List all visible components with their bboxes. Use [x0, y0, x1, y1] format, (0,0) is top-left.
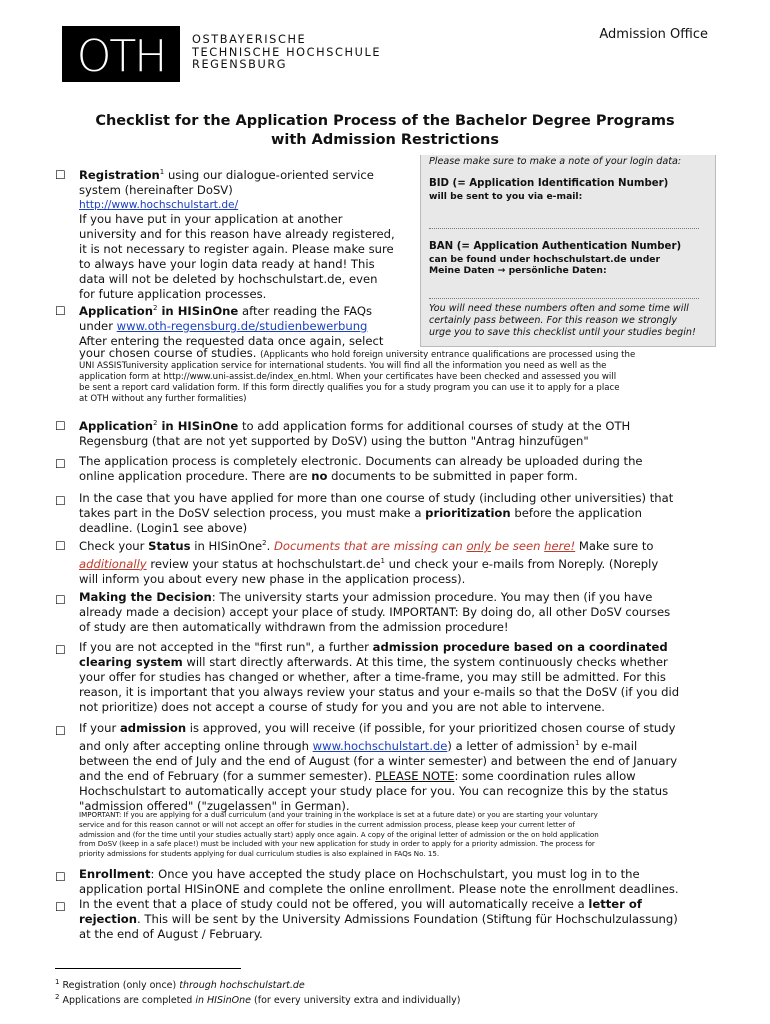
login-note-3: urge you to save this checklist until your studies begin!	[429, 327, 696, 338]
registration-para-6: for future application processes.	[79, 286, 267, 301]
hochschulstart-link-2[interactable]: www.hochschulstart.de	[312, 738, 448, 753]
application1-note-2: application form at http://www.uni-assist.de/index_en.html. When your certificates have been checked and assessed you will	[79, 372, 617, 382]
footnote-ref-2c: 2	[262, 539, 267, 547]
application2-text-2: Regensburg (that are not yet supported by DoSV) using the button "Antrag hinzufügen"	[79, 433, 589, 448]
status-text-f: review your status at hochschulstart.de	[146, 556, 381, 571]
ban-subtitle-2: Meine Daten → persönliche Daten:	[429, 265, 607, 276]
title-line-1: Checklist for the Application Process of the Bachelor Degree Programs	[95, 113, 675, 129]
registration-para-5: data will not be deleted by hochschulstart.de, even	[79, 271, 378, 286]
clearing-text-4: reason, it is important that you always review your status and your e-mails so that the DoSV (if you did	[79, 685, 680, 699]
institution-name	[192, 34, 381, 72]
checkbox-rejection[interactable]: ☐	[55, 900, 66, 914]
status-label: Status	[148, 538, 191, 553]
application1-text-4b: (Applicants who hold foreign university entrance qualifications are processed using the	[260, 350, 636, 360]
oth-application-link[interactable]: www.oth-regensburg.de/studienbewerbung	[116, 318, 368, 333]
admission-please-note: PLEASE NOTE	[375, 768, 455, 783]
office-label: Admission Office	[599, 27, 708, 42]
status-red-2: only	[466, 538, 491, 553]
admission-text-f: by e-mail	[579, 738, 638, 753]
application1-notes	[79, 361, 719, 405]
admission-text-6: "admission offered" ("zugelassen" in German).	[79, 798, 350, 813]
admission-note-5: priority admissions for students applying for dual curriculum studies is also explained in FAQs No. 15.	[79, 849, 440, 859]
rejection-text-3: at the end of August / February.	[79, 927, 263, 941]
prioritization-text-2c: before the application	[510, 506, 643, 520]
institution-line-1: OSTBAYERISCHE	[192, 33, 307, 46]
application2-text-1: to add application forms for additional courses of study at the OTH	[238, 418, 631, 433]
login-note-2: certainly pass between. For this reason we strongly	[429, 315, 678, 326]
item-application-1	[79, 301, 419, 349]
application1-text-1: after reading the FAQs	[238, 303, 373, 318]
decision-text-2: already made a decision) accept your place of study. IMPORTANT: By doing do, all other DoSV courses	[79, 605, 671, 619]
item-prioritization	[79, 491, 719, 536]
ban-title: BAN (= Application Authentication Number)	[429, 241, 682, 252]
application2-label: Application	[79, 418, 153, 433]
checkbox-application-2[interactable]: ☐	[55, 419, 66, 433]
footnote-1-text-a: Registration (only once)	[59, 980, 180, 992]
status-red-1: Documents that are missing can	[274, 538, 467, 553]
decision-label: Making the Decision	[79, 590, 212, 604]
checkbox-status[interactable]: ☐	[55, 539, 66, 553]
footnote-2	[55, 991, 460, 1007]
institution-line-3: REGENSBURG	[192, 58, 288, 72]
footnote-ref-2: 2	[152, 304, 158, 312]
login-box-intro: Please make sure to make a note of your login data:	[429, 156, 682, 167]
footnote-2-text-b: in HISinOne	[195, 995, 252, 1007]
footnote-rule	[55, 968, 241, 969]
footnote-1-mark: 1	[55, 978, 60, 986]
footnote-2-mark: 2	[55, 993, 60, 1001]
registration-para-4: to always have your login data ready at hand! This	[79, 256, 375, 271]
login-note-1: You will need these numbers often and some time will	[429, 303, 689, 314]
rejection-text-d: . This will be sent by the University Admissions Foundation (Stiftung für Hochschulzulassung)	[137, 912, 678, 926]
footnote-2-text-a: Applications are completed	[59, 995, 196, 1007]
checkbox-enrollment[interactable]: ☐	[55, 870, 66, 884]
admission-text-c: is approved, you will receive (if possible, for your prioritized chosen course of study	[186, 721, 676, 735]
bid-title: BID (= Application Identification Number)	[429, 178, 669, 189]
status-text-a: Check your	[79, 538, 149, 553]
admission-text-e: ) a letter of admission	[447, 738, 575, 753]
item-registration	[79, 165, 409, 302]
admission-text-4a: and the end of February (for a summer semester).	[79, 768, 376, 783]
application1-line-4	[79, 346, 719, 361]
item-rejection	[79, 897, 719, 942]
login-data-box	[420, 155, 716, 347]
electronic-text-1: The application process is completely electronic. Documents can already be uploaded during the	[79, 454, 643, 468]
item-clearing	[79, 640, 719, 715]
registration-label: Registration	[79, 167, 160, 182]
logo-lettering: OTH	[76, 31, 166, 77]
ban-write-line	[429, 298, 699, 299]
prioritization-text-1: In the case that you have applied for more than one course of study (including other universities) that	[79, 491, 674, 505]
registration-text-2: system (hereinafter DoSV)	[79, 182, 233, 197]
checkbox-prioritization[interactable]: ☐	[55, 494, 66, 508]
item-decision	[79, 590, 719, 635]
status-red-5: additionally	[79, 556, 147, 571]
status-text-c: in HISinOne	[190, 538, 263, 553]
enrollment-text-1: : Once you have accepted the study place on Hochschulstart, you must log in to the	[150, 867, 640, 881]
institution-line-2: TECHNISCHE HOCHSCHULE	[192, 45, 382, 59]
footnote-2-text-c: (for every university extra and individually)	[251, 995, 461, 1007]
enrollment-label: Enrollment	[79, 867, 151, 881]
hochschulstart-link[interactable]: http://www.hochschulstart.de/	[79, 198, 239, 211]
checkbox-application-1[interactable]: ☐	[55, 304, 66, 318]
application2-label-2: in HISinOne	[157, 418, 239, 433]
status-text-g: und check your e-mails from Noreply. (Noreply	[384, 556, 659, 571]
application1-note-1: UNI ASSISTuniversity application service for international students. You will find all the information you need as well as the	[79, 361, 607, 371]
admission-text-3: between the end of July and the end of August (for a winter semester) and between the end of January	[79, 753, 678, 768]
admission-text-4c: : some coordination rules allow	[454, 768, 636, 783]
item-status	[79, 536, 719, 587]
item-application-2	[79, 416, 719, 449]
application1-text-4a: your chosen course of studies.	[79, 346, 261, 360]
prioritization-text-2b: prioritization	[425, 506, 511, 520]
checkbox-decision[interactable]: ☐	[55, 593, 66, 607]
footnote-ref-1b: 1	[380, 556, 385, 565]
checkbox-clearing[interactable]: ☐	[55, 643, 66, 657]
status-red-4: here!	[544, 538, 576, 553]
oth-logo-mark	[66, 31, 176, 77]
admission-text-5: Hochschulstart to automatically accept your study place for you. You can recognize this by the status	[79, 783, 669, 798]
admission-label: admission	[119, 721, 187, 735]
footnote-1	[55, 976, 305, 992]
item-enrollment	[79, 867, 719, 897]
status-text-d: .	[266, 538, 274, 553]
item-admission	[79, 721, 719, 814]
decision-text-3: of study are then automatically withdrawn from the admission procedure!	[79, 620, 509, 634]
admission-important-note	[79, 810, 719, 859]
registration-para-2: university and for this reason have already registered,	[79, 226, 395, 241]
admission-note-3: admission and (for the time until your studies actually start) apply once again. A copy of the original letter of admission or the on hold application	[79, 829, 599, 839]
registration-para-3: it is not necessary to register again. Please make sure	[79, 241, 394, 256]
checkbox-admission[interactable]: ☐	[55, 724, 66, 738]
page-title	[0, 112, 770, 150]
admission-note-2: service and for this reason cannot or will not accept an offer for studies in the current admission process, please keep your current letter of	[79, 819, 575, 829]
rejection-text-a: In the event that a place of study could not be offered, you will automatically receive a	[79, 897, 589, 911]
application1-label: Application	[79, 303, 153, 318]
admission-text-a: If your	[79, 721, 120, 735]
rejection-label-2: rejection	[79, 912, 138, 926]
footnote-ref-2b: 2	[152, 419, 158, 427]
status-text-e: Make sure to	[575, 538, 654, 553]
application1-note-4: at OTH without any further formalities)	[79, 394, 247, 404]
application1-note-3: be sent a report card validation form. If this form directly qualifies you for a study program you can use it to apply for a place	[79, 383, 620, 393]
title-line-2: with Admission Restrictions	[270, 132, 499, 148]
electronic-text-2c: documents to be submitted in paper form.	[327, 469, 578, 483]
checkbox-electronic[interactable]: ☐	[55, 457, 66, 471]
clearing-label-2: clearing system	[79, 655, 183, 669]
item-electronic	[79, 454, 719, 484]
electronic-text-2a: online application procedure. There are	[79, 469, 312, 483]
prioritization-text-2a: takes part in the DoSV selection process, you must make a	[79, 506, 426, 520]
clearing-text-5: not prioritize) does not accept a course of study for you and you are not able to intervene.	[79, 700, 605, 714]
checkbox-registration[interactable]: ☐	[55, 168, 66, 182]
clearing-text-d: will start directly afterwards. At this time, the system continuously checks whether	[182, 655, 668, 669]
prioritization-text-3: deadline. (Login1 see above)	[79, 521, 248, 535]
status-text-3: will inform you about every new phase in the application process).	[79, 571, 466, 586]
application1-under: under	[79, 318, 117, 333]
application1-label-2: in HISinOne	[157, 303, 239, 318]
footnote-ref-1c: 1	[575, 739, 580, 747]
rejection-label-1: letter of	[588, 897, 642, 911]
footnote-1-text-b: through hochschulstart.de	[179, 980, 305, 992]
registration-para-1: If you have put in your application at another	[79, 211, 343, 226]
footnote-ref-1: 1	[159, 168, 165, 176]
enrollment-text-2: application portal HISinONE and complete the online enrollment. Please note the enrollment deadlines.	[79, 882, 679, 896]
clearing-text-3: your offer for studies has changed or whether, after a time-frame, you may still be admitted. For this	[79, 670, 666, 684]
clearing-text-a: If you are not accepted in the "first run", a further	[79, 640, 373, 654]
registration-text-1: using our dialogue-oriented service	[164, 167, 374, 182]
application1-text-3: After entering the requested data once again, select	[79, 333, 384, 348]
clearing-label-1: admission procedure based on a coordinated	[372, 640, 668, 654]
electronic-text-2b: no	[311, 469, 328, 483]
admission-text-d: and only after accepting online through	[79, 738, 313, 753]
admission-note-1: IMPORTANT: If you are applying for a dual curriculum (and your training in the workplace is set at a future date) or you are starting your voluntary	[79, 810, 598, 819]
status-red-3: be seen	[490, 538, 545, 553]
decision-text-1: : The university starts your admission procedure. You may then (if you have	[211, 590, 653, 604]
admission-note-4: from DoSV (keep in a safe place!) must be included with your new application for study in order to apply for a priority admission. The process for	[79, 839, 595, 849]
ban-subtitle-1: can be found under hochschulstart.de under	[429, 254, 661, 265]
bid-write-line	[429, 228, 699, 229]
bid-subtitle: will be sent to you via e-mail:	[429, 191, 583, 202]
